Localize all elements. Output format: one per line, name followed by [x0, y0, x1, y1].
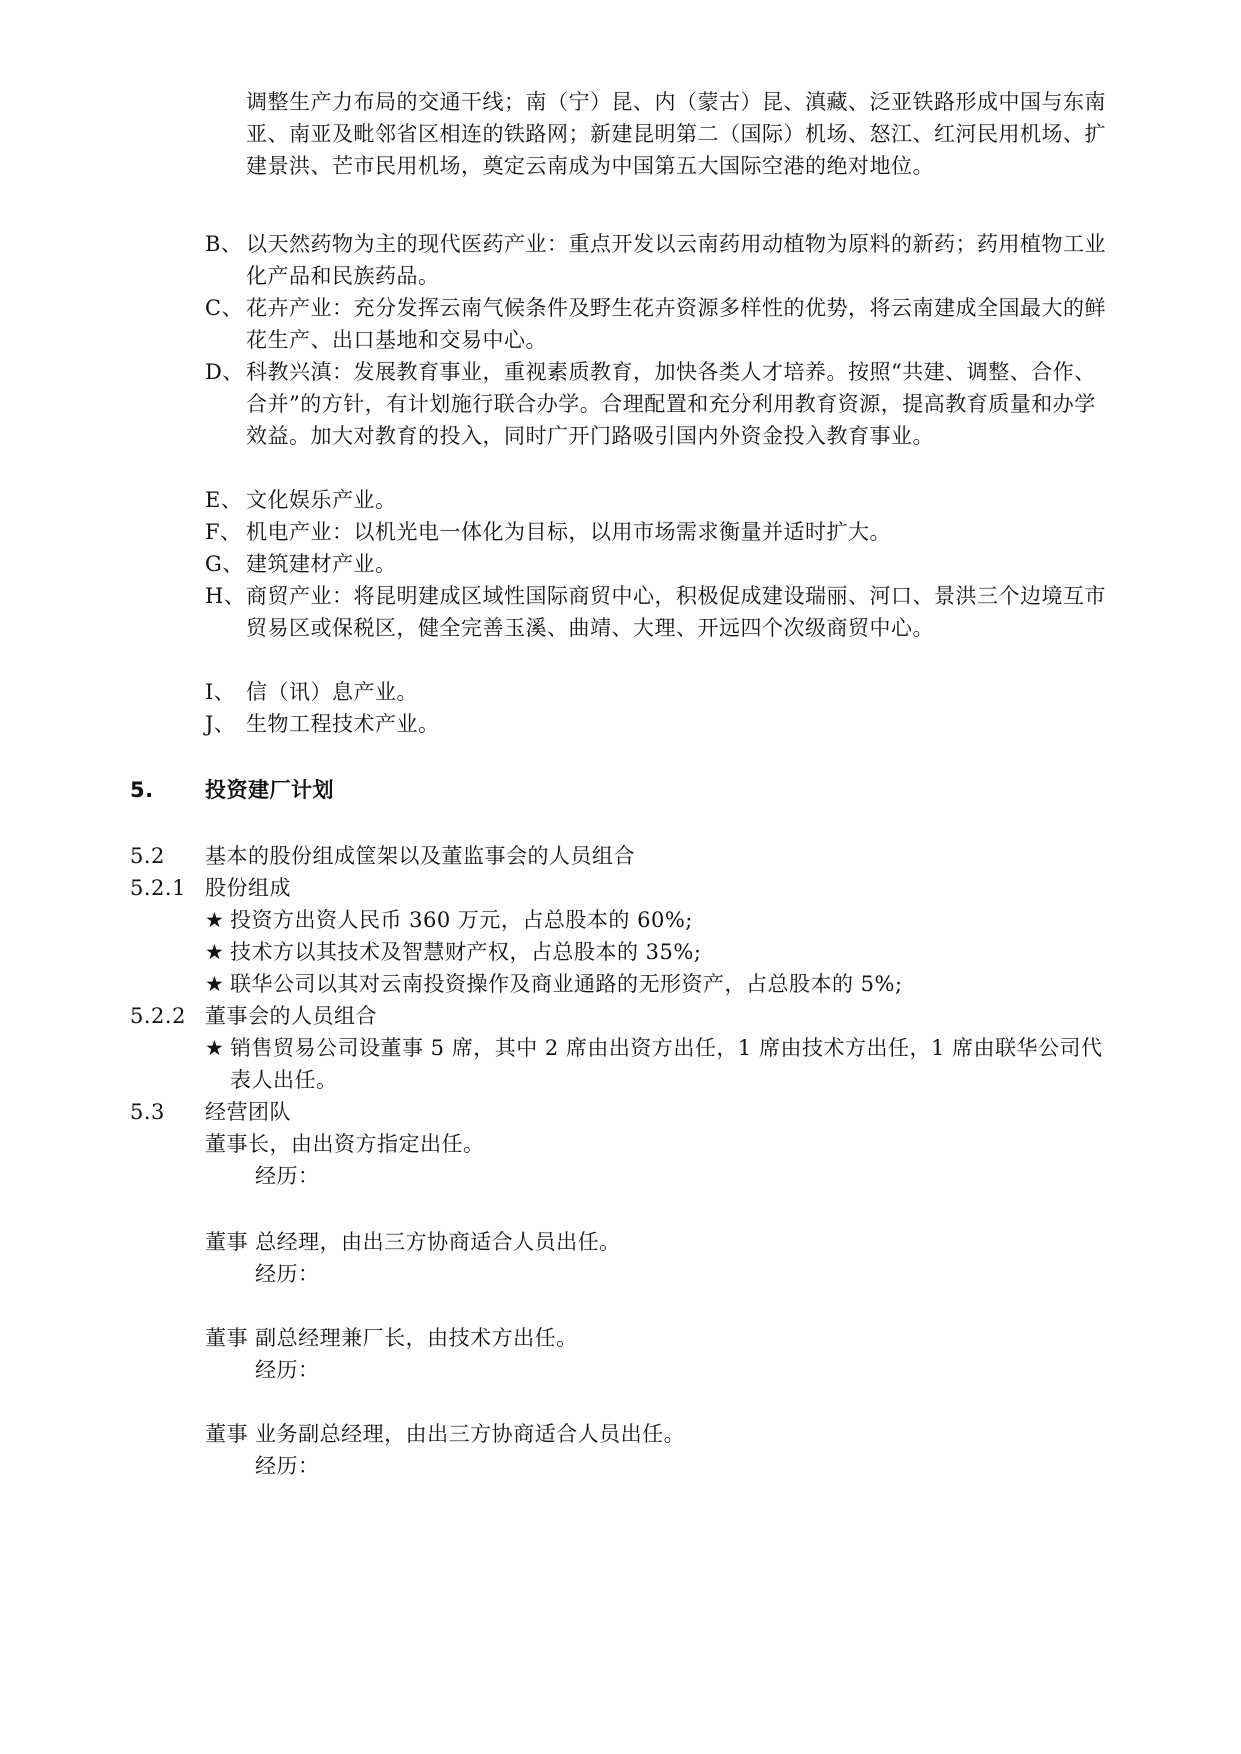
experience-label: 经历： [255, 1454, 320, 1478]
star-icon: ★ [205, 908, 225, 932]
transport-paragraph [246, 86, 1116, 182]
list-item [205, 292, 1117, 356]
item-label: C、 [205, 296, 244, 320]
share-text: 联华公司以其对云南投资操作及商业通路的无形资产，占总股本的 5%; [230, 972, 903, 996]
item-label: F、 [205, 520, 242, 544]
item-text: 信（讯）息产业。 [246, 680, 418, 704]
list-item [205, 356, 1117, 452]
share-item [205, 904, 1117, 936]
item-text: 商贸产业：将昆明建成区域性国际商贸中心，积极促成建设瑞丽、河口、景洪三个边境互市贸易区或保税区，健全完善玉溪、曲靖、大理、开远四个次级商贸中心。 [246, 584, 1106, 640]
experience-label: 经历： [255, 1164, 320, 1188]
list-item [205, 548, 1117, 580]
star-icon: ★ [205, 940, 225, 964]
team-role: 董事 业务副总经理，由出三方协商适合人员出任。 [205, 1422, 686, 1446]
list-item [205, 676, 1117, 708]
item-label: G、 [205, 552, 244, 576]
list-item [205, 708, 1117, 740]
subsection-title: 股份组成 [205, 876, 291, 900]
item-label: I、 [205, 680, 236, 704]
list-item [205, 516, 1117, 548]
star-icon: ★ [205, 972, 225, 996]
item-text: 建筑建材产业。 [246, 552, 397, 576]
team-role: 董事 副总经理兼厂长，由技术方出任。 [205, 1326, 578, 1350]
subsection-title: 董事会的人员组合 [205, 1004, 377, 1028]
item-text: 生物工程技术产业。 [246, 712, 440, 736]
section-title: 投资建厂计划 [205, 778, 334, 802]
list-item [205, 580, 1117, 644]
item-label: E、 [205, 488, 243, 512]
list-item [205, 228, 1117, 292]
subsection-number: 5.2.1 [130, 876, 186, 900]
share-text: 技术方以其技术及智慧财产权，占总股本的 35%; [230, 940, 702, 964]
share-item [205, 936, 1117, 968]
section-number: 5. [130, 778, 154, 802]
item-label: J、 [205, 712, 236, 736]
item-label: B、 [205, 232, 243, 256]
item-text: 科教兴滇：发展教育事业，重视素质教育，加快各类人才培养。按照“共建、调整、合作、合并”的方针，有计划施行联合办学。合理配置和充分利用教育资源，提高教育质量和办学效益。加大对教育的投入，同时广开门路吸引国内外资金投入教育事业。 [246, 360, 1096, 448]
paragraph-text: 调整生产力布局的交通干线；南（宁）昆、内（蒙古）昆、滇藏、泛亚铁路形成中国与东南亚、南亚及毗邻省区相连的铁路网；新建昆明第二（国际）机场、怒江、红河民用机场、扩建景洪、芒市民用机场，奠定云南成为中国第五大国际空港的绝对地位。 [246, 90, 1106, 178]
subsection-title: 经营团队 [205, 1100, 291, 1124]
experience-label: 经历： [255, 1358, 320, 1382]
board-text: 销售贸易公司设董事 5 席，其中 2 席由出资方出任，1 席由技术方出任，1 席由联华公司代表人出任。 [230, 1036, 1103, 1092]
item-text: 以天然药物为主的现代医药产业：重点开发以云南药用动植物为原料的新药；药用植物工业化产品和民族药品。 [246, 232, 1106, 288]
item-text: 花卉产业：充分发挥云南气候条件及野生花卉资源多样性的优势，将云南建成全国最大的鲜花生产、出口基地和交易中心。 [246, 296, 1106, 352]
item-label: H、 [205, 584, 246, 608]
board-item [205, 1032, 1117, 1096]
item-text: 文化娱乐产业。 [246, 488, 397, 512]
item-text: 机电产业：以机光电一体化为目标，以用市场需求衡量并适时扩大。 [246, 520, 891, 544]
share-item [205, 968, 1117, 1000]
list-item [205, 484, 1117, 516]
subsection-number: 5.2 [130, 844, 165, 868]
subsection-number: 5.3 [130, 1100, 165, 1124]
item-label: D、 [205, 360, 244, 384]
team-role: 董事长，由出资方指定出任。 [205, 1132, 485, 1156]
subsection-title: 基本的股份组成筐架以及董监事会的人员组合 [205, 844, 635, 868]
share-text: 投资方出资人民币 360 万元，占总股本的 60%; [230, 908, 693, 932]
experience-label: 经历： [255, 1262, 320, 1286]
team-role: 董事 总经理，由出三方协商适合人员出任。 [205, 1230, 621, 1254]
star-icon: ★ [205, 1036, 225, 1060]
subsection-number: 5.2.2 [130, 1004, 186, 1028]
